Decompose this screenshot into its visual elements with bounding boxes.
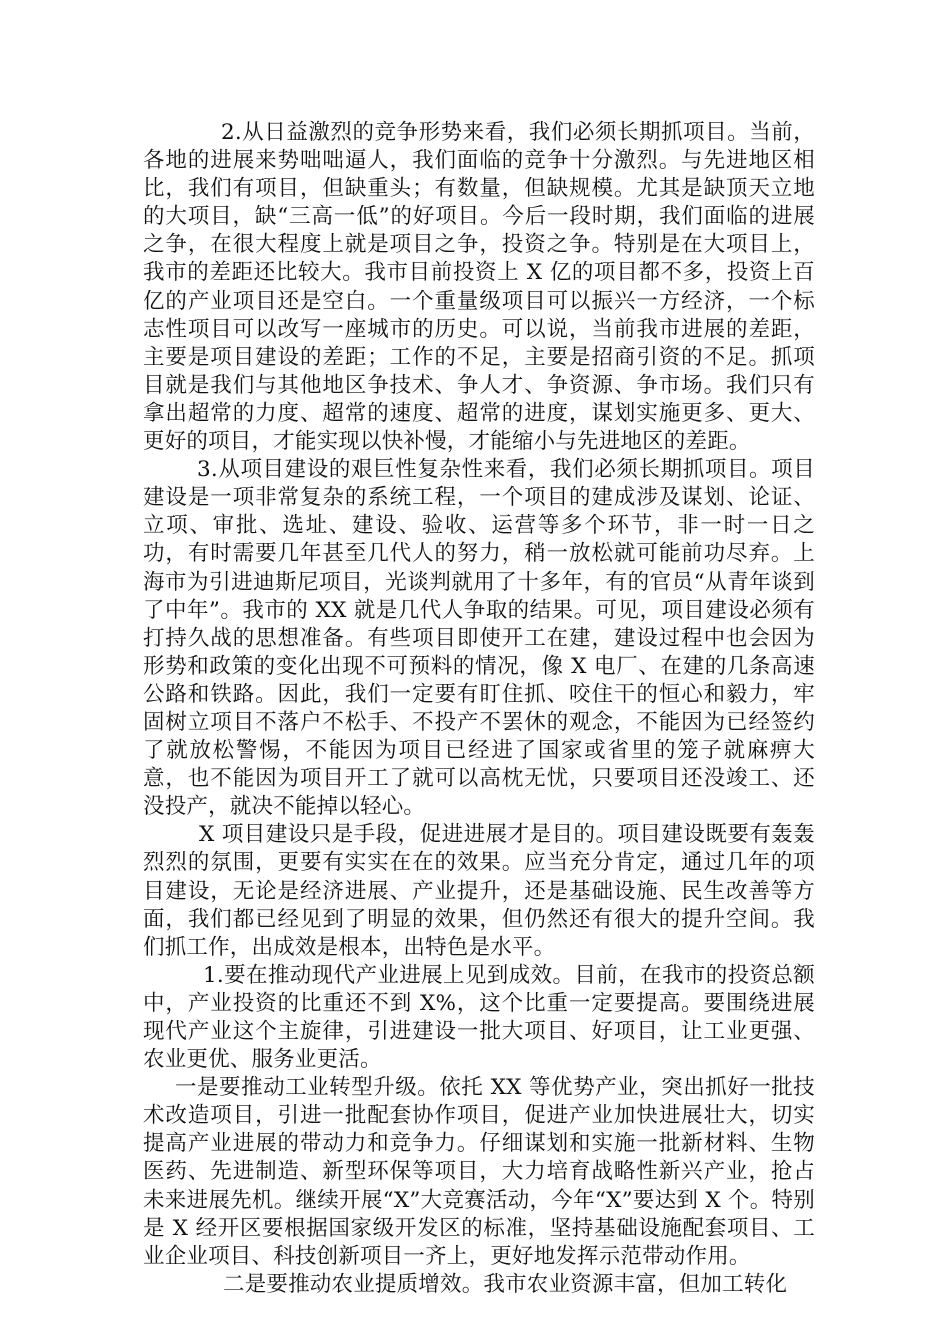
paragraph: X 项目建设只是手段，促进进展才是目的。项目建设既要有轰轰烈烈的氛围，更要有实实在在的效果。应当充分肯定，通过几年的项目建设，无论是经济进展、产业提升，还是基础设施、民生改善等方面，我们都已经见到了明显的效果，但仍然还有很大的提升空间。我们抓工作，出成效是根本，出特色是水平。 xyxy=(143,822,815,960)
paragraph: 1.要在推动现代产业进展上见到成效。目前，在我市的投资总额中，产业投资的比重还不到 X%，这个比重一定要提高。要围绕进展现代产业这个主旋律，引进建设一批大项目、好项目，让工业更强、农业更优、服务业更活。 xyxy=(143,962,815,1073)
paragraph: 3.从项目建设的艰巨性复杂性来看，我们必须长期抓项目。项目建设是一项非常复杂的系统工程，一个项目的建成涉及谋划、论证、立项、审批、选址、建设、验收、运营等多个环节，非一时一日之功，有时需要几年甚至几代人的努力，稍一放松就可能前功尽弃。上海市为引进迪斯尼项目，光谈判就用了十多年，有的官员“从青年谈到了中年”。我市的 XX 就是几代人争取的结果。可见，项目建设必须有打持久战的思想准备。有些项目即使开工在建，建设过程中也会因为形势和政策的变化出现不可预料的情况，像 X 电厂、在建的几条高速公路和铁路。因此，我们一定要有盯住抓、咬住干的恒心和毅力，牢固树立项目不落户不松手、不投产不罢休的观念，不能因为已经签约了就放松警惕，不能因为项目已经进了国家或省里的笼子就麻痹大意，也不能因为项目开工了就可以高枕无忧，只要项目还没竣工、还没投产，就决不能掉以轻心。 xyxy=(143,457,815,820)
document-body xyxy=(143,119,815,1299)
paragraph: 二是要推动农业提质增效。我市农业资源丰富，但加工转化 xyxy=(223,1271,788,1297)
paragraph: 2.从日益激烈的竞争形势来看，我们必须长期抓项目。当前，各地的进展来势咄咄逼人，我们面临的竞争十分激烈。与先进地区相比，我们有项目，但缺重头；有数量，但缺规模。尤其是缺顶天立地的大项目，缺“三高一低”的好项目。今后一段时期，我们面临的进展之争，在很大程度上就是项目之争，投资之争。特别是在大项目上，我市的差距还比较大。我市目前投资上 X 亿的项目都不多，投资上百亿的产业项目还是空白。一个重量级项目可以振兴一方经济，一个标志性项目可以改写一座城市的历史。可以说，当前我市进展的差距，主要是项目建设的差距；工作的不足，主要是招商引资的不足。抓项目就是我们与其他地区争技术、争人才、争资源、争市场。我们只有拿出超常的力度、超常的速度、超常的进度，谋划实施更多、更大、更好的项目，才能实现以快补慢，才能缩小与先进地区的差距。 xyxy=(143,120,815,455)
paragraph: 一是要推动工业转型升级。依托 XX 等优势产业，突出抓好一批技术改造项目，引进一批配套协作项目，促进产业加快进展壮大，切实提高产业进展的带动力和竞争力。仔细谋划和实施一批新材料、生物医药、先进制造、新型环保等项目，大力培育战略性新兴产业，抢占未来进展先机。继续开展“X”大竞赛活动，今年“X”要达到 X 个。特别是 X 经开区要根据国家级开发区的标准，坚持基础设施配套项目、工业企业项目、科技创新项目一齐上，更好地发挥示范带动作用。 xyxy=(143,1075,815,1269)
